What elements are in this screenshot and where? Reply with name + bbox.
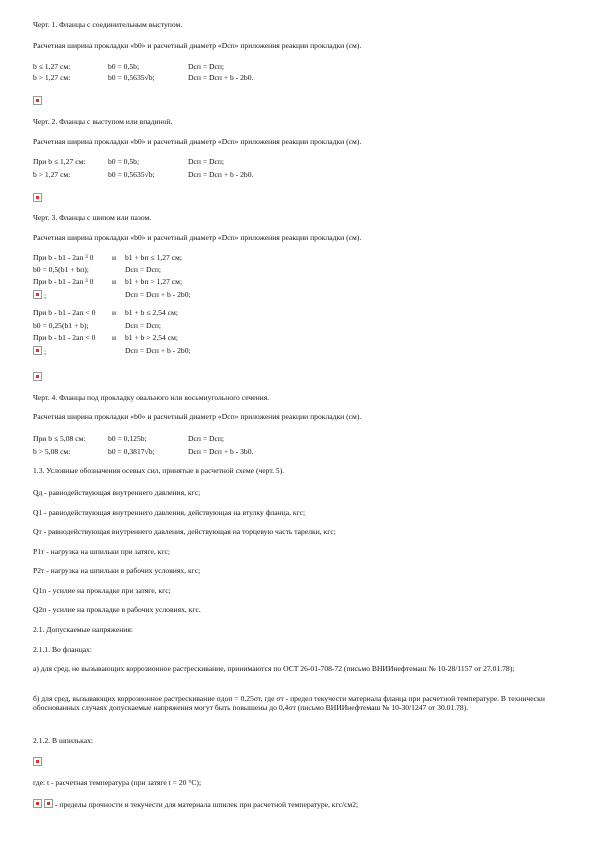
fig1-calc-text: Расчетная ширина прокладки «b0» и расчетный диаметр «Dсп» приложения реакции прокладки (см). [33, 41, 362, 50]
fig4-title: Черт. 4. Фланцы под прокладку овального или восьмиугольного сечения. [33, 393, 270, 402]
fig4-calc-text: Расчетная ширина прокладки «b0» и расчетный диаметр «Dсп» приложения реакции прокладки (см). [33, 412, 362, 421]
broken-image-icon [33, 372, 42, 381]
fig3-formula-row: При b - b1 - 2aп < 0 и b1 + b > 2,54 см; [33, 333, 179, 342]
fig3-formula-row: b0 = 0,5(b1 + bп); Dсп = Dсп; [33, 265, 162, 274]
definition-limits: - пределы прочности и текучести для материала шпилек при расчетной температуре, кгс/см2; [55, 800, 359, 809]
broken-image-icon [33, 193, 42, 202]
section-1-3: 1.3. Условные обозначения осевых сил, принятые в расчетной схеме (черт. 5). [33, 466, 285, 475]
fig4-formula-row: При b ≤ 5,08 см: b0 = 0,125b; Dсп = Dсп; [33, 434, 225, 443]
section-2-1-1: 2.1.1. Во фланцах: [33, 645, 93, 654]
broken-image-icon [44, 799, 53, 808]
definition-q1n: Q1п - усилие на прокладке при затяге, кгс; [33, 586, 171, 595]
fig3-formula-row: ; Dсп = Dсп + b - 2b0; [0, 346, 595, 356]
definition-qd: Qд - равнодействующая внутреннего давления, кгс; [33, 488, 201, 497]
fig1-title: Черт. 1. Фланцы с соединительным выступом. [33, 20, 183, 29]
fig2-formula-row: При b ≤ 1,27 см: b0 = 0,5b; Dсп = Dсп; [33, 157, 225, 166]
definition-p2: P2т - нагрузка на шпильки в рабочих условиях, кгс; [33, 566, 201, 575]
fig3-title: Черт. 3. Фланцы с шипом или пазом. [33, 213, 152, 222]
broken-image-icon [33, 799, 42, 808]
definition-q2n: Q2п - усилие на прокладке в рабочих условиях, кгс. [33, 605, 201, 614]
fig3-formula-row: При b - b1 - 2aп ³ 0 и b1 + bп ≤ 1,27 см; [33, 253, 182, 262]
fig2-calc-text: Расчетная ширина прокладки «b0» и расчетный диаметр «Dсп» приложения реакции прокладки (см). [33, 137, 362, 146]
broken-image-icon [33, 290, 42, 299]
section-2-1: 2.1. Допускаемые напряжения: [33, 625, 133, 634]
fig3-formula-row: При b - b1 - 2aп ³ 0 и b1 + bп > 1,27 см; [33, 277, 183, 286]
fig1-formula-row: b > 1,27 см: b0 = 0,5635√b; Dсп = Dсп + b - 2b0. [33, 73, 254, 82]
broken-image-icon [33, 757, 42, 766]
fig2-title: Черт. 2. Фланцы с выступом или впадиной. [33, 117, 173, 126]
definition-qt: Qт - равнодействующая внутреннего давления, действующая на торцевую часть тарелки, кгс; [33, 527, 336, 536]
fig3-formula-row: При b - b1 - 2aп < 0 и b1 + b ≤ 2,54 см; [33, 308, 178, 317]
fig1-formula-row: b ≤ 1,27 см: b0 = 0,5b; Dсп = Dсп; [33, 62, 225, 71]
definition-t: где: t - расчетная температура (при затяге t = 20 °С); [33, 778, 202, 787]
definition-limits-line [33, 799, 358, 809]
paragraph-b: б) для сред, вызывающих коррозионное растрескивание σдоп = 0,25σт, где σт - предел текучести материала фланца при расчетной температуре. В технически обоснованных случаях допускаемые напряжения могут быть повышены до 0,4σт (письмо ВНИИнефтемаш № 10-30/1247 от 30.01.78). [33, 694, 545, 712]
broken-image-icon [33, 346, 42, 355]
definition-p1: P1т - нагрузка на шпильки при затяге, кгс; [33, 547, 170, 556]
fig3-calc-text: Расчетная ширина прокладки «b0» и расчетный диаметр «Dсп» приложения реакции прокладки (см). [33, 233, 362, 242]
broken-image-icon [33, 96, 42, 105]
fig3-formula-row: b0 = 0,25(b1 + b); Dсп = Dсп; [33, 321, 162, 330]
paragraph-a: а) для сред, не вызывающих коррозионное растрескивание, принимаются по ОСТ 26-01-708-72 (письмо ВНИИнефтемаш № 10-28/1157 от 27.01.78); [33, 664, 515, 673]
definition-q1: Q1 - равнодействующая внутреннего давления, действующая на втулку фланца, кгс; [33, 508, 306, 517]
fig3-formula-row: ; Dсп = Dсп + b - 2b0; [0, 290, 595, 300]
fig2-formula-row: b > 1,27 см: b0 = 0,5635√b; Dсп = Dсп + b - 2b0. [33, 170, 254, 179]
section-2-1-2: 2.1.2. В шпильках: [33, 736, 94, 745]
fig4-formula-row: b > 5,08 см: b0 = 0,3817√b; Dсп = Dсп + b - 3b0. [33, 447, 254, 456]
